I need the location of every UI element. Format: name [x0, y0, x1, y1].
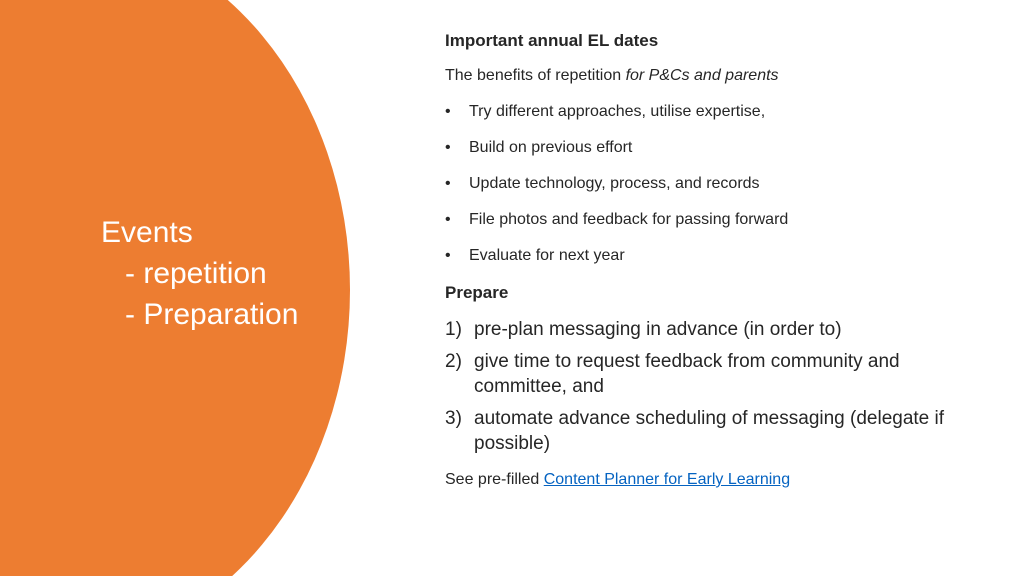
bullet-text: Update technology, process, and records	[469, 175, 760, 192]
bullet-text: Evaluate for next year	[469, 247, 625, 264]
bullet-item	[445, 130, 965, 166]
step-number: 3)	[445, 408, 462, 429]
bullet-dot: •	[445, 139, 451, 156]
bullet-text: Build on previous effort	[469, 139, 633, 156]
bullet-text: File photos and feedback for passing forward	[469, 211, 789, 228]
bullet-dot: •	[445, 175, 451, 192]
bullet-item	[445, 166, 965, 202]
step-number: 1)	[445, 319, 462, 340]
bullet-dot: •	[445, 103, 451, 120]
step-text: automate advance scheduling of messaging (delegate if possible)	[474, 408, 945, 454]
bullet-text: Try different approaches, utilise expertise,	[469, 103, 766, 120]
bullet-dot: •	[445, 247, 451, 264]
step-text: pre-plan messaging in advance (in order to)	[474, 319, 842, 340]
numbered-step	[445, 406, 965, 456]
step-text: give time to request feedback from community and committee, and	[474, 351, 900, 397]
intro-text: The benefits of repetition	[445, 67, 626, 84]
side-title	[101, 212, 298, 335]
side-title-line-events: Events	[101, 216, 193, 249]
numbered-step	[445, 317, 965, 342]
bullet-item	[445, 202, 965, 238]
step-number: 2)	[445, 351, 462, 372]
bullet-item	[445, 94, 965, 130]
intro-emphasis: for P&Cs and parents	[625, 67, 779, 84]
numbered-step	[445, 349, 965, 399]
content-panel	[445, 28, 965, 492]
side-title-line-repetition: - repetition	[125, 257, 267, 290]
section-heading: Important annual EL dates	[445, 31, 659, 50]
prepare-heading: Prepare	[445, 283, 509, 302]
see-line	[445, 468, 965, 492]
bullet-item	[445, 238, 965, 274]
content-planner-link[interactable]: Content Planner for Early Learning	[543, 471, 791, 488]
intro-line	[445, 58, 965, 94]
see-text: See pre-filled	[445, 471, 544, 488]
side-title-line-preparation: - Preparation	[125, 298, 299, 331]
bullet-dot: •	[445, 211, 451, 228]
